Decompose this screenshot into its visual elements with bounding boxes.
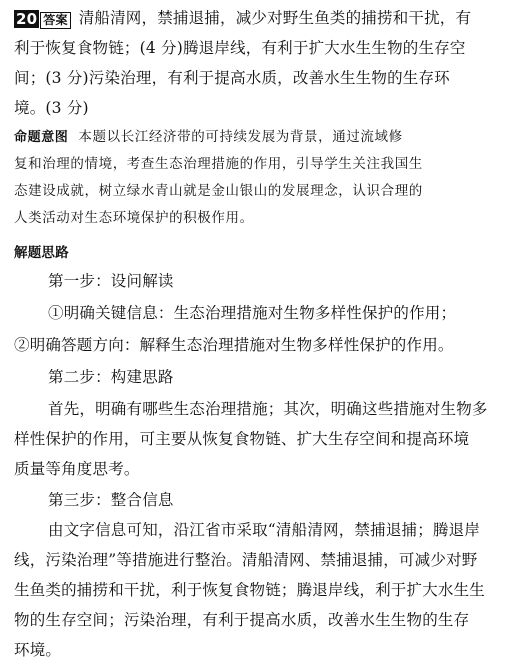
step3-line-1: 由文字信息可知，沿江省市采取“清船清网，禁捕退捕；腾退岸: [48, 521, 481, 539]
analysis-heading: [14, 241, 514, 264]
step3-line-4: 物的生存空间；污染治理，有利于提高水质，改善水生生物的生存: [14, 611, 470, 629]
answer-text-1: 清船清网，禁捕退捕，减少对野生鱼类的捕捞和干扰，有: [78, 9, 472, 27]
intent-line-3: 态建设成就，树立绿水青山就是金山银山的发展理念，认识合理的: [14, 183, 423, 199]
question-number: 20: [16, 10, 38, 28]
answer-line-1: [14, 7, 514, 30]
answer-line-2: 利于恢复食物链；(4 分)腾退岸线，有利于扩大水生生物的生存空: [14, 39, 466, 57]
question-badge: [14, 8, 71, 30]
step2-line-2: 样性保护的作用，可主要从恢复食物链、扩大生存空间和提高环境: [14, 430, 470, 448]
intent-line-1: [14, 126, 514, 149]
step3-line-2: 线，污染治理”等措施进行整治。清船清网、禁捕退捕，可减少对野: [14, 551, 478, 569]
step1-line-2: ②明确答题方向：解释生态治理措施对生物多样性保护的作用。: [14, 336, 454, 354]
answer-line-4: 境。(3 分): [14, 99, 89, 117]
answer-line-3: 间；(3 分)污染治理，有利于提高水质，改善水生生物的生存环: [14, 69, 450, 87]
step2-title: 第二步：构建思路: [48, 368, 174, 386]
step3-title: 第三步：整合信息: [48, 491, 174, 509]
answer-tag: 答案: [40, 12, 70, 29]
step3-line-3: 生鱼类的捕捞和干扰，利于恢复食物链；腾退岸线，利于扩大水生生: [14, 581, 486, 599]
intent-line-2: 复和治理的情境，考查生态治理措施的作用，引导学生关注我国生: [14, 156, 423, 172]
step1-title: 第一步：设问解读: [48, 272, 174, 290]
analysis-heading-text: 解题思路: [14, 245, 69, 261]
intent-line-4: 人类活动对生态环境保护的积极作用。: [14, 210, 254, 226]
step2-line-1: 首先，明确有哪些生态治理措施；其次，明确这些措施对生物多: [48, 400, 488, 418]
intent-text-1: 本题以长江经济带的可持续发展为背景，通过流域修: [78, 129, 403, 145]
step2-line-3: 质量等角度思考。: [14, 460, 140, 478]
step1-line-1: ①明确关键信息：生态治理措施对生物多样性保护的作用；: [48, 304, 457, 322]
step3-line-5: 环境。: [14, 641, 62, 659]
intent-label: 命题意图: [14, 130, 69, 145]
